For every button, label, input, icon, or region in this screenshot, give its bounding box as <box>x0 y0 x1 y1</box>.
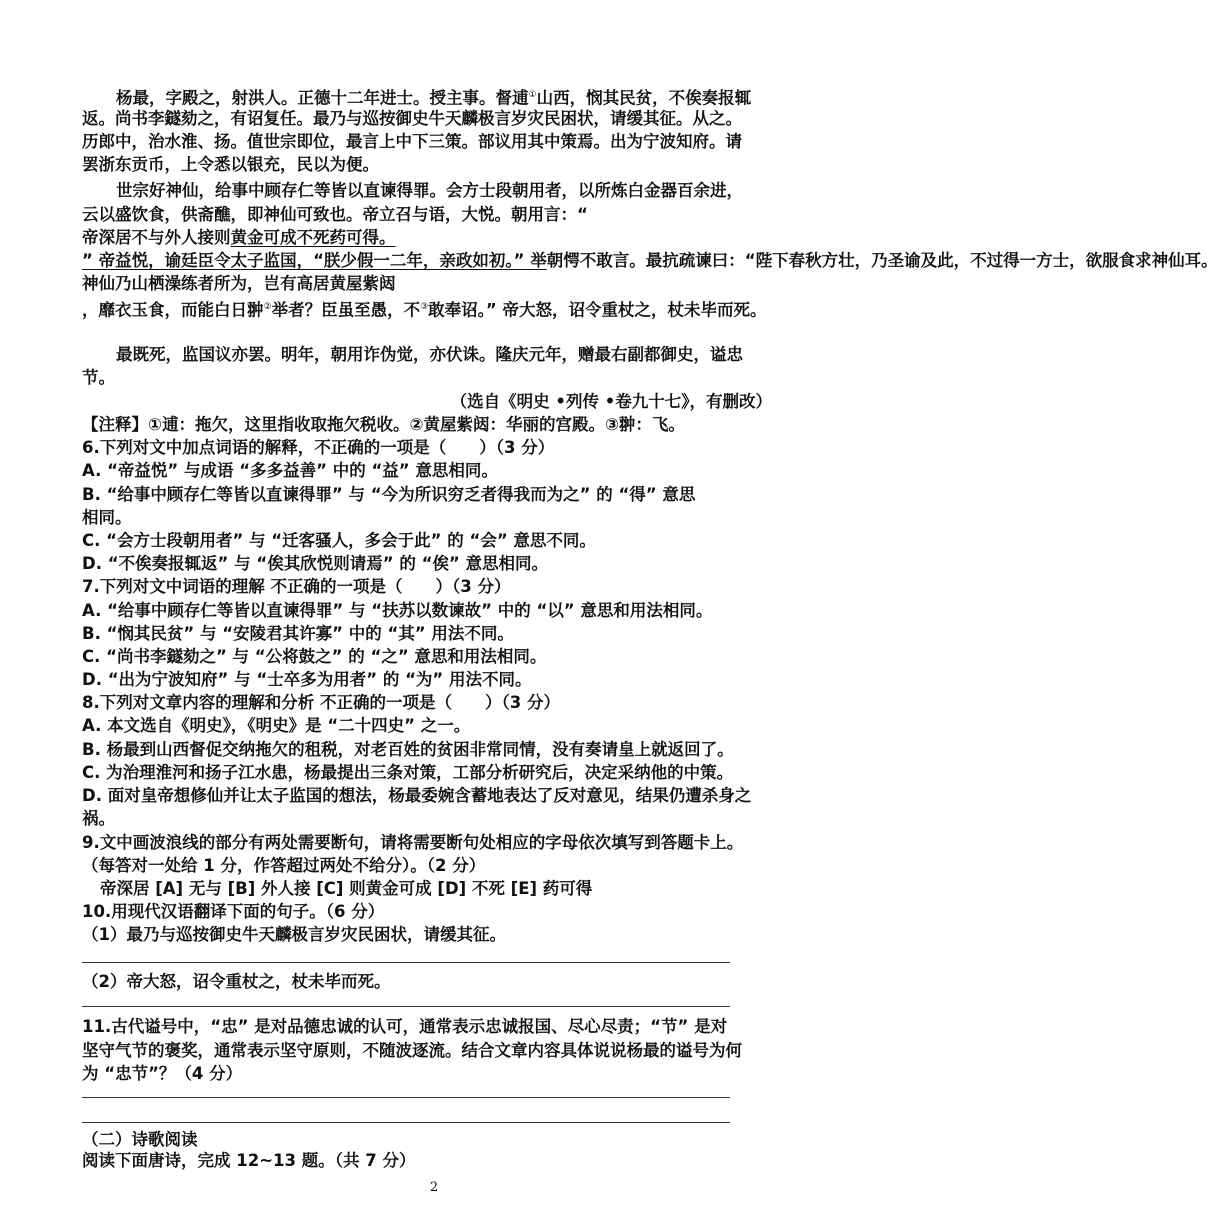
q7-option-c: C. “尚书李鐩劾之” 与 “公将鼓之” 的 “之” 意思和用法相同。 <box>82 647 547 666</box>
q8-option-b: B. 杨最到山西督促交纳拖欠的租税，对老百姓的贫困非常同情，没有奏请皇上就返回了。 <box>82 740 734 759</box>
q7-option-b: B. “悯其民贫” 与 “安陵君其许寡” 中的 “其” 用法不同。 <box>82 624 514 643</box>
question-7-stem: 7.下列对文中词语的理解 不正确的一项是（ ）（3 分） <box>82 577 511 596</box>
wavy-underlined-text: 黄金可成不死药可得。 <box>230 228 396 247</box>
notes: 【注释】①逋：拖欠，这里指收取拖欠税收。②黄屋紫闼：华丽的宫殿。③翀：飞。 <box>82 415 685 434</box>
q6-option-b: B. “给事中顾存仁等皆以直谏得罪” 与 “今为所识穷乏者得我而为之” 的 “得” 意思 <box>82 485 696 504</box>
question-11-line: 为 “忠节”？（4 分） <box>82 1064 243 1083</box>
footnote-marker: ② <box>263 302 272 312</box>
passage-line: 节。 <box>82 368 115 387</box>
question-11-line: 11.古代谥号中，“忠” 是对品德忠诚的认可，通常表示忠诚报国、尽心尽责；“节” 是对 <box>82 1017 728 1036</box>
passage-line: 历郎中，治水淮、扬。值世宗即位，最言上中下三策。部议用其中策焉。出为宁波知府。请 <box>82 132 742 151</box>
passage-line: 世宗好神仙，给事中顾存仁等皆以直谏得罪。会方士段朝用者，以所炼白金器百余进， <box>116 181 743 200</box>
passage-line: 罢浙东贡币，上令悉以银充，民以为便。 <box>82 155 379 174</box>
section-heading: （二）诗歌阅读 <box>82 1130 198 1149</box>
q8-option-c: C. 为治理淮河和扬子江水患，杨最提出三条对策，工部分析研究后，决定采纳他的中策。 <box>82 763 734 782</box>
q8-option-d-cont: 祸。 <box>82 809 115 828</box>
passage-line: ，靡衣玉食，而能白日翀②举者？臣虽至愚，不③敢奉诏。” 帝大怒，诏令重杖之，杖未毕而死。 <box>82 300 767 320</box>
q6-option-a: A. “帝益悦” 与成语 “多多益善” 中的 “益” 意思相同。 <box>82 461 498 480</box>
question-10-stem: 10.用现代汉语翻译下面的句子。（6 分） <box>82 902 385 921</box>
footnote-marker: ③ <box>420 302 429 312</box>
q7-option-a: A. “给事中顾存仁等皆以直谏得罪” 与 “扶苏以数谏故” 中的 “以” 意思和用法相同。 <box>82 601 713 620</box>
page-number: 2 <box>429 1180 439 1195</box>
answer-line[interactable] <box>82 1122 730 1123</box>
passage-line: 神仙乃山栖澡练者所为，岂有高居黄屋紫闼 <box>82 274 396 293</box>
passage-line: 返。尚书李鐩劾之，有诏复任。最乃与巡按御史牛天麟极言岁灾民困状，请缓其征。从之。 <box>82 109 742 128</box>
question-10-sentence-1: （1）最乃与巡按御史牛天麟极言岁灾民困状，请缓其征。 <box>82 925 506 944</box>
footnote-marker: ① <box>528 90 537 100</box>
q7-option-d: D. “出为宁波知府” 与 “士卒多为用者” 的 “为” 用法不同。 <box>82 670 532 689</box>
question-11-line: 坚守气节的褒奖，通常表示坚守原则，不随波逐流。结合文章内容具体说说杨最的谥号为何 <box>82 1041 742 1060</box>
question-6-stem: 6.下列对文中加点词语的解释，不正确的一项是（ ）（3 分） <box>82 438 555 457</box>
q6-option-c: C. “会方士段朝用者” 与 “迁客骚人，多会于此” 的 “会” 意思不同。 <box>82 531 596 550</box>
question-10-sentence-2: （2）帝大怒，诏令重杖之，杖未毕而死。 <box>82 972 391 991</box>
q8-option-a: A. 本文选自《明史》，《明史》是 “二十四史” 之一。 <box>82 716 471 735</box>
wavy-underlined-text: ” 帝益悦，谕廷臣令太子监国，“朕少假一二年，亲政如初。” 举 <box>82 251 547 270</box>
passage-line: 最既死，监国议亦罢。明年，朝用诈伪觉，亦伏诛。隆庆元年，赠最右副都御史，谥忠 <box>116 345 743 364</box>
passage-line: ” 帝益悦，谕廷臣令太子监国，“朕少假一二年，亲政如初。” 举朝愕不敢言。最抗疏谏曰：“陛下春秋方壮，乃圣谕及此，不过得一方士，欲服食求神仙耳。 <box>82 251 1218 270</box>
question-8-stem: 8.下列对文章内容的理解和分析 不正确的一项是（ ）（3 分） <box>82 693 560 712</box>
passage-line: 杨最，字殿之，射洪人。正德十二年进士。授主事。督逋①山西，悯其民贫，不俟奏报辄 <box>116 88 752 108</box>
question-9-sentence: 帝深居 [A] 无与 [B] 外人接 [C] 则黄金可成 [D] 不死 [E] 药可得 <box>100 879 593 898</box>
q6-option-b-cont: 相同。 <box>82 508 132 527</box>
section-intro: 阅读下面唐诗，完成 12~13 题。（共 7 分） <box>82 1151 416 1170</box>
q8-option-d: D. 面对皇帝想修仙并让太子监国的想法，杨最委婉含蓄地表达了反对意见，结果仍遭杀身之 <box>82 786 752 805</box>
q6-option-d: D. “不俟奏报辄返” 与 “俟其欣悦则请焉” 的 “俟” 意思相同。 <box>82 554 548 573</box>
answer-line[interactable] <box>82 1006 730 1007</box>
question-9-note: （每答对一处给 1 分，作答超过两处不给分）。（2 分） <box>82 856 486 875</box>
passage-line: 云以盛饮食，供斋醮，即神仙可致也。帝立召与语，大悦。朝用言：“ <box>82 205 588 224</box>
answer-line[interactable] <box>82 1097 730 1098</box>
source-citation: （选自《明史 •列传 •卷九十七》，有删改） <box>450 392 772 411</box>
answer-line[interactable] <box>82 962 730 963</box>
question-9-stem: 9.文中画波浪线的部分有两处需要断句，请将需要断句处相应的字母依次填写到答题卡上。 <box>82 833 744 852</box>
passage-line: 帝深居不与外人接则黄金可成不死药可得。 <box>82 228 396 247</box>
